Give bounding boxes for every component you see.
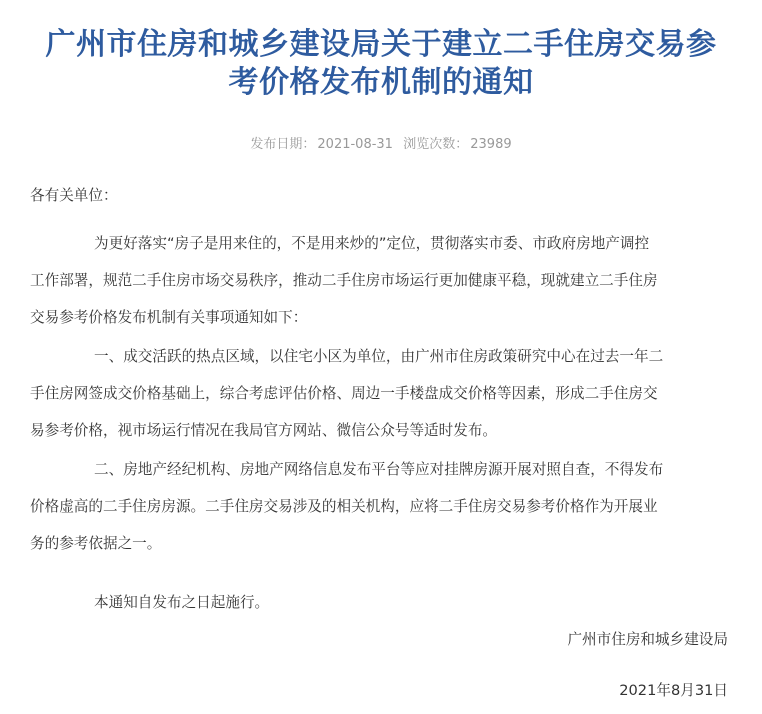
paragraph-line: 易参考价格，视市场运行情况在我局官方网站、微信公众号等适时发布。 [30, 422, 498, 439]
paragraph-line: 本通知自发布之日起施行。 [94, 594, 270, 611]
paragraph-line: 为更好落实“房子是用来住的，不是用来炒的”定位，贯彻落实市委、市政府房地产调控 [94, 235, 650, 252]
signature-organization: 广州市住房和城乡建设局 [567, 631, 728, 648]
signature-date: 2021年8月31日 [619, 682, 728, 699]
paragraph-line: 二、房地产经纪机构、房地产网络信息发布平台等应对挂牌房源开展对照自查，不得发布 [94, 461, 664, 478]
paragraph-effective [30, 584, 730, 621]
paragraph-item-2 [30, 451, 730, 562]
views-label: 浏览次数： [403, 137, 469, 152]
paragraph-line: 价格虚高的二手住房房源。二手住房交易涉及的相关机构，应将二手住房交易参考价格作为开展业 [30, 498, 658, 515]
publish-date-label: 发布日期： [250, 137, 316, 152]
paragraph-intro [30, 225, 730, 336]
publish-date-value: 2021-08-31 [317, 137, 393, 152]
article-title [0, 26, 762, 102]
paragraph-line: 交易参考价格发布机制有关事项通知如下： [30, 309, 308, 326]
paragraph-line: 一、成交活跃的热点区域，以住宅小区为单位，由广州市住房政策研究中心在过去一年二 [94, 348, 664, 365]
paragraph-line: 务的参考依据之一。 [30, 535, 162, 552]
salutation: 各有关单位： [30, 187, 118, 204]
views-count: 23989 [470, 137, 512, 152]
article-title-line-2: 考价格发布机制的通知 [228, 65, 534, 100]
paragraph-line: 工作部署，规范二手住房市场交易秩序，推动二手住房市场运行更加健康平稳，现就建立二手住房 [30, 272, 658, 289]
article-meta [0, 133, 762, 152]
paragraph-line: 手住房网签成交价格基础上，综合考虑评估价格、周边一手楼盘成交价格等因素，形成二手住房交 [30, 385, 658, 402]
article-title-line-1: 广州市住房和城乡建设局关于建立二手住房交易参 [45, 27, 717, 62]
paragraph-item-1 [30, 338, 730, 449]
